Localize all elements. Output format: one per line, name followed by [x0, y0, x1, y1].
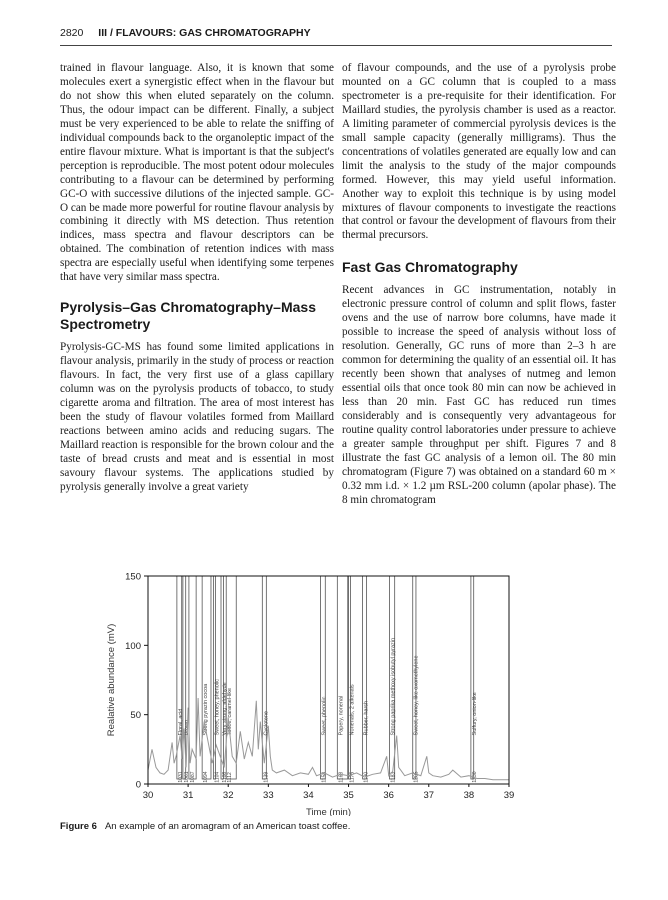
odour-descriptor-label: Rubber, harsh — [363, 700, 370, 736]
odour-descriptor-label: Nonenals, 2 alkenals — [349, 684, 356, 736]
retention-index-label: 1087 — [189, 771, 196, 783]
figure-caption-text: An example of an aromagram of an American toast coffee. — [104, 821, 351, 832]
odour-window — [337, 576, 347, 779]
x-tick-label: 32 — [222, 790, 234, 801]
retention-index-label: 1108 — [222, 771, 229, 783]
x-tick-label: 31 — [182, 790, 194, 801]
odour-descriptor-label: Strong paprika methoxy isobutyl pyrazin — [390, 637, 397, 736]
running-header — [60, 27, 612, 46]
odour-window — [471, 576, 474, 779]
x-tick-label: 39 — [503, 790, 515, 801]
odour-descriptor-label: Papery, nonenal — [338, 695, 345, 736]
retention-index-label: 1061 — [183, 771, 190, 783]
figure-label: Figure 6 — [60, 821, 97, 832]
retention-index-label: 1168 — [338, 771, 345, 783]
body-paragraph: Pyrolysis-GC-MS has found some limited applications in flavour analysis, primarily in the study of process or reaction flavours. In fact, the very first use of a glass capillary column was on the pyrolysis products of tobacco, to study cigarette aroma and filtration. The area of most interest has been the study of flavour volatiles formed from Maillard reactions between amino acids and reducing sugars. The Maillard reaction is responsible for the brown colour and the taste of bread crusts and meat and is essential in most savoury flavour systems. The applications studied by pyrolysis generally involve a great variety — [60, 341, 334, 493]
x-tick-label: 38 — [463, 790, 475, 801]
x-tick-label: 34 — [303, 790, 314, 801]
odour-descriptor-label: Sweet, honey, like oxomethylene — [413, 655, 420, 736]
body-paragraph: trained in flavour language. Also, it is known that some molecules exert a synergistic effect when in the flavour but do not show this when eluted separately on the column. Thus, the odour impact can be different. Finally, a subject must be very experienced to be able to relate the sniffing of individual compounds back to the organoleptic impact of the entire flavour mixture. What is important is that the subject's perception is reproducible. The most potent odour molecules contributing to a flavour can be determined by performing GC-O with successive dilutions of the injected sample. GC-O can be made more powerful for routine flavour analysis by combining it directly with MS detection. Thus retention indices, mass spectra and flavour descriptors can be obtained. The combination of retention indices with mass spectra are especially useful when identifying some terpenes that have very similar mass spectra. — [60, 62, 335, 284]
odour-descriptor-label: Cyclotene — [263, 710, 270, 736]
y-tick-label: 50 — [130, 710, 141, 722]
y-tick-label: 150 — [125, 571, 141, 583]
odour-window — [221, 576, 223, 779]
retention-index-label: 1094 — [203, 771, 210, 783]
odour-window — [363, 576, 367, 779]
retention-index-label: 1183 — [390, 771, 397, 783]
figure-caption — [60, 821, 350, 832]
retention-index-label: 1158 — [321, 771, 328, 783]
body-paragraph: of flavour compounds, and the use of a pyrolysis probe mounted on a GC column that is coupled to a mass spectrometer is a pre-requisite for their identification. For Maillard studies, the pyrolysis chamber is used as a reactor. A limiting parameter of commercial pyrolysis devices is the small sample capacity (generally milligrams). Thus the concentrations of volatiles generated are equally low and can limit the analysis to the study of the major compounds formed. However, this may yield useful information. Another way to exploit this technique is by using model mixtures of flavour components to investigate the reactions that control or favour the development of flavours from their thermal precursors. — [342, 62, 616, 242]
section-heading-fast-gc: Fast Gas Chromatography — [342, 259, 518, 276]
odour-descriptor-label: Brown — [183, 719, 190, 736]
y-axis-label: Realative abundance (mV) — [106, 623, 117, 737]
odour-descriptor-label: Sweet, honey, phenolic — [214, 678, 221, 736]
odour-descriptor-label: Floral, acid — [177, 708, 184, 736]
y-tick-label: 0 — [135, 779, 141, 791]
x-axis-label: Time (min) — [305, 807, 352, 816]
x-tick-label: 35 — [343, 790, 354, 801]
retention-index-label: 1205 — [413, 771, 420, 783]
aromagram-figure — [100, 566, 520, 816]
y-tick-label: 100 — [125, 640, 141, 652]
x-tick-label: 33 — [263, 790, 274, 801]
section-heading-pyrolysis: Pyrolysis–Gas Chromatography–Mass Spectrometry — [60, 299, 316, 333]
right-column — [342, 62, 616, 508]
body-paragraph: Recent advances in GC instrumentation, notably in electronic pressure control of column and split flows, faster ovens and the use of narrow bore columns, have made it possible to increase the speed of analysis without loss of resolution. Generally, GC runs of more than 2–3 h are common for determining the quality of an essential oil. It has recently been shown that analyses of nutmeg and lemon essential oils that once took 80 min can now be achieved in less than 20 min. Fast GC has reduced run times considerably and is consequently very advantageous for routine quality control laboratories under pressure to achieve a greater sample throughput per shift. Figures 7 and 8 illustrate the fast GC analysis of a lemon oil. The 80 min chromatogram (Figure 7) was obtained on a standard 60 m × 0.32 mm i.d. × 1.2 µm RSL-200 column (apolar phase). The 8 min chromatogram — [342, 284, 616, 506]
odour-descriptor-label: Sulfury, onion-like — [471, 692, 478, 736]
odour-descriptor-label: Sweet, phenolic — [321, 696, 328, 736]
retention-index-label: 1230 — [471, 771, 478, 783]
page-number: 2820 — [60, 27, 84, 39]
retention-index-label: 1175 — [349, 771, 356, 783]
x-tick-label: 30 — [142, 790, 154, 801]
aromagram-chart — [100, 566, 520, 816]
x-tick-label: 37 — [423, 790, 435, 801]
odour-descriptor-label: Very strong, aldehyde — [222, 682, 229, 736]
section-title: III / FLAVOURS: GAS CHROMATOGRAPHY — [98, 27, 311, 39]
retention-index-label: 1104 — [214, 771, 221, 783]
retention-index-label: 1112 — [227, 772, 234, 783]
odour-descriptor-label: Toffee, caramel-like — [227, 687, 234, 736]
left-column — [60, 62, 334, 495]
odour-window — [349, 576, 351, 779]
retention-index-label: 1031 — [177, 771, 184, 783]
x-tick-label: 36 — [383, 790, 394, 801]
odour-descriptor-label: Strong pyrazin cocoa — [203, 683, 210, 736]
retention-index-label: 1190 — [363, 771, 370, 783]
retention-index-label: 1139 — [263, 771, 270, 783]
